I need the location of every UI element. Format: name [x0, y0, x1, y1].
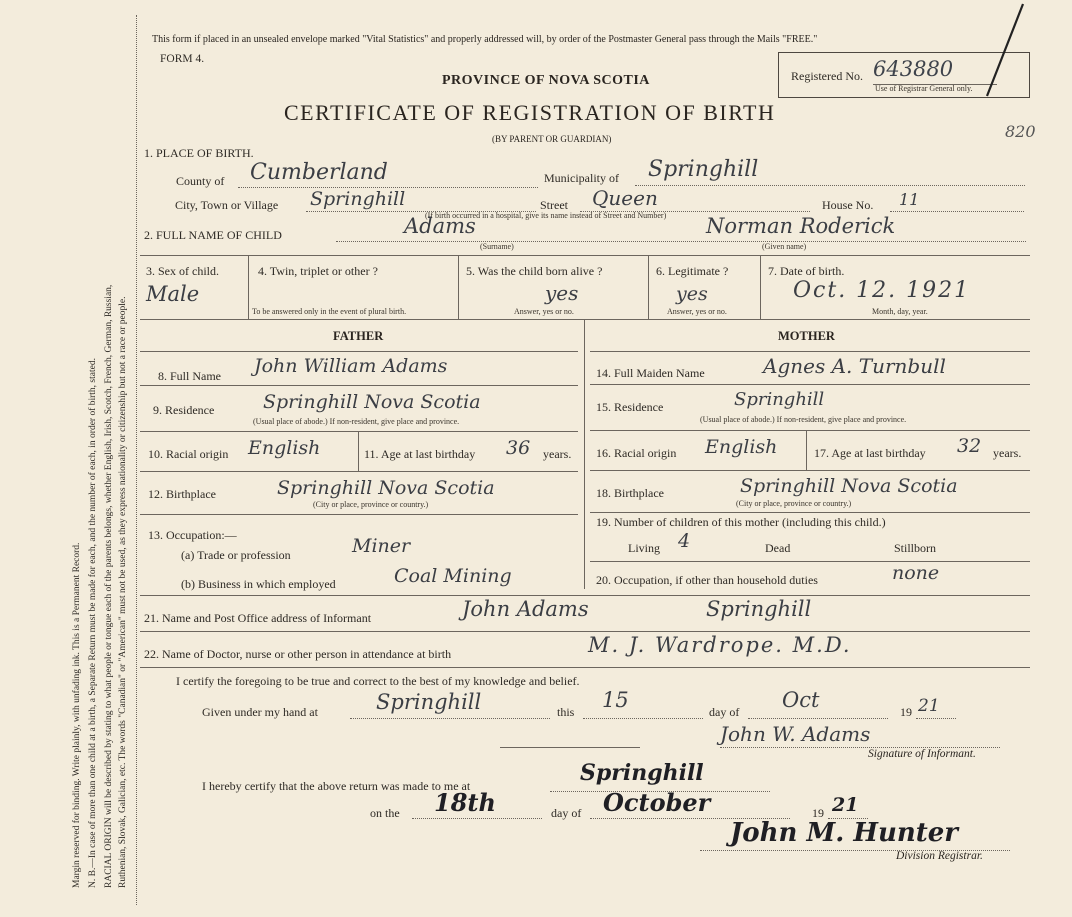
city-label: City, Town or Village [175, 198, 279, 212]
father-name-value: John William Adams [254, 355, 448, 377]
father-occupation-label: 13. Occupation:— [148, 528, 237, 542]
form-number: FORM 4. [160, 53, 205, 65]
corner-mark: 820 [1005, 122, 1036, 141]
legitimate-value: yes [676, 283, 708, 305]
living-value: 4 [678, 530, 691, 552]
certify-day: 15 [602, 688, 629, 712]
registered-number: 643880 [873, 57, 954, 81]
mother-name-value: Agnes A. Turnbull [763, 354, 946, 378]
house-value: 11 [899, 190, 920, 209]
registrar-day: 18th [434, 788, 496, 817]
father-racial-value: English [248, 437, 321, 459]
place-of-birth-label: 1. PLACE OF BIRTH. [144, 146, 254, 160]
mother-occupation-value: none [892, 562, 940, 584]
father-birthplace-label: 12. Birthplace [148, 487, 216, 501]
business-label: (b) Business in which employed [181, 577, 336, 591]
stillborn-label: Stillborn [894, 541, 937, 555]
given-under-label: Given under my hand at [202, 705, 318, 719]
registered-label: Registered No. [791, 69, 863, 83]
registered-note: Use of Registrar General only. [875, 84, 973, 93]
mother-residence-caption: (Usual place of abode.) If non-resident, give place and province. [700, 415, 907, 424]
city-value: Springhill [310, 188, 406, 210]
registrar-day-of-label: day of [551, 806, 582, 820]
mother-birthplace-value: Springhill Nova Scotia [740, 475, 958, 497]
father-name-label: 8. Full Name [158, 369, 221, 383]
hospital-note: (If birth occurred in a hospital, give its name instead of Street and Number) [425, 211, 667, 220]
informant-address: Springhill [706, 597, 812, 621]
registrar-on-label: on the [370, 806, 400, 820]
street-value: Queen [592, 186, 658, 210]
mother-years: years. [993, 446, 1022, 460]
certify-month: Oct [782, 688, 820, 712]
dob-value: Oct. 12. 1921 [793, 278, 971, 303]
informant-signature: John W. Adams [720, 722, 871, 746]
mother-occupation-label: 20. Occupation, if other than household duties [596, 573, 818, 587]
child-surname: Adams [404, 214, 476, 238]
alive-label: 5. Was the child born alive ? [466, 264, 603, 278]
alive-caption: Answer, yes or no. [514, 307, 574, 316]
margin-note-racial-origin: RACIAL ORIGIN will be described by stating to what people or tongue each of the parents belongs, whether English, Irish, Scotch, French, German, Russian, [104, 284, 114, 888]
county-label: County of [176, 174, 225, 188]
father-heading: FATHER [333, 329, 384, 343]
mother-birthplace-caption: (City or place, province or country.) [736, 499, 852, 508]
mother-age-label: 17. Age at last birthday [814, 446, 926, 460]
father-residence-value: Springhill Nova Scotia [263, 391, 481, 413]
registrar-caption: Division Registrar. [896, 850, 983, 862]
business-value: Coal Mining [394, 565, 512, 587]
father-birthplace-caption: (City or place, province or country.) [313, 500, 429, 509]
mother-age-value: 32 [957, 435, 982, 457]
children-count-label: 19. Number of children of this mother (including this child.) [596, 515, 886, 529]
father-years: years. [543, 447, 572, 461]
binding-margin [0, 0, 140, 917]
given-caption: (Given name) [762, 242, 807, 251]
father-residence-label: 9. Residence [153, 403, 215, 417]
margin-note-racial-origin-cont: Ruthenian, Slovak, Galician, etc. The words "Canadian" or "American" must not be used, as they express nationality or citizenship but not a race or people. [118, 296, 128, 888]
twin-label: 4. Twin, triplet or other ? [258, 264, 378, 278]
margin-note-binding: Margin reserved for binding. Write plainly, with unfading ink. This is a Permanent Record. [72, 542, 82, 888]
province-heading: PROVINCE OF NOVA SCOTIA [442, 73, 650, 88]
dob-label: 7. Date of birth. [768, 264, 845, 278]
margin-note-multiple-births: N. B.—In case of more than one child at a birth, a Separate Return must be made for each, and the number of each, in order of birth, stated. [88, 358, 98, 888]
sex-label: 3. Sex of child. [146, 264, 219, 278]
county-value: Cumberland [250, 160, 388, 185]
registrar-statement: I hereby certify that the above return was made to me at [202, 779, 471, 793]
child-given-name: Norman Roderick [706, 214, 896, 238]
father-birthplace-value: Springhill Nova Scotia [277, 477, 495, 499]
registrar-year-prefix: 19 [812, 806, 824, 820]
mother-racial-value: English [705, 436, 778, 458]
page-title: CERTIFICATE OF REGISTRATION OF BIRTH [284, 100, 776, 125]
mother-birthplace-label: 18. Birthplace [596, 486, 664, 500]
mother-residence-label: 15. Residence [596, 400, 664, 414]
registrar-month: October [603, 788, 711, 817]
binding-line [136, 15, 137, 905]
father-age-label: 11. Age at last birthday [364, 447, 476, 461]
registrar-place: Springhill [580, 760, 704, 786]
legitimate-caption: Answer, yes or no. [667, 307, 727, 316]
doctor-value: M. J. Wardrope. M.D. [588, 633, 852, 657]
father-racial-label: 10. Racial origin [148, 447, 229, 461]
certify-year: 21 [918, 696, 940, 716]
mother-name-label: 14. Full Maiden Name [596, 366, 705, 380]
father-residence-caption: (Usual place of abode.) If non-resident, give place and province. [253, 417, 460, 426]
trade-value: Miner [352, 535, 411, 557]
municipality-label: Municipality of [544, 171, 619, 185]
certify-place: Springhill [376, 690, 482, 714]
mother-heading: MOTHER [778, 329, 835, 343]
sex-value: Male [146, 282, 200, 306]
informant-name: John Adams [462, 597, 589, 621]
signature-caption: Signature of Informant. [868, 748, 976, 760]
postal-notice: This form if placed in an unsealed envelope marked "Vital Statistics" and properly addressed will, by order of the Postmaster General pass through the Mails "FREE." [152, 34, 818, 45]
child-name-label: 2. FULL NAME OF CHILD [144, 228, 282, 242]
father-age-value: 36 [506, 437, 531, 459]
dead-label: Dead [765, 541, 791, 555]
living-label: Living [628, 541, 660, 555]
certify-statement: I certify the foregoing to be true and correct to the best of my knowledge and belief. [176, 674, 580, 688]
alive-value: yes [545, 281, 579, 305]
surname-caption: (Surname) [480, 242, 514, 251]
street-label: Street [540, 198, 568, 212]
registrar-year: 21 [832, 794, 859, 816]
trade-label: (a) Trade or profession [181, 548, 291, 562]
legitimate-label: 6. Legitimate ? [656, 264, 729, 278]
page-subtitle: (BY PARENT OR GUARDIAN) [492, 134, 612, 144]
dob-caption: Month, day, year. [872, 307, 928, 316]
mother-racial-label: 16. Racial origin [596, 446, 677, 460]
twin-note: To be answered only in the event of plural birth. [252, 307, 407, 316]
certify-year-prefix: 19 [900, 705, 912, 719]
mother-residence-value: Springhill [734, 389, 825, 410]
check-stroke-icon [975, 0, 1035, 100]
house-label: House No. [822, 198, 874, 212]
doctor-label: 22. Name of Doctor, nurse or other person in attendance at birth [144, 647, 452, 661]
certify-day-of-label: day of [709, 705, 740, 719]
this-label: this [557, 705, 575, 719]
informant-label: 21. Name and Post Office address of Informant [144, 611, 372, 625]
municipality-value: Springhill [648, 157, 759, 182]
registrar-signature: John M. Hunter [730, 818, 959, 848]
